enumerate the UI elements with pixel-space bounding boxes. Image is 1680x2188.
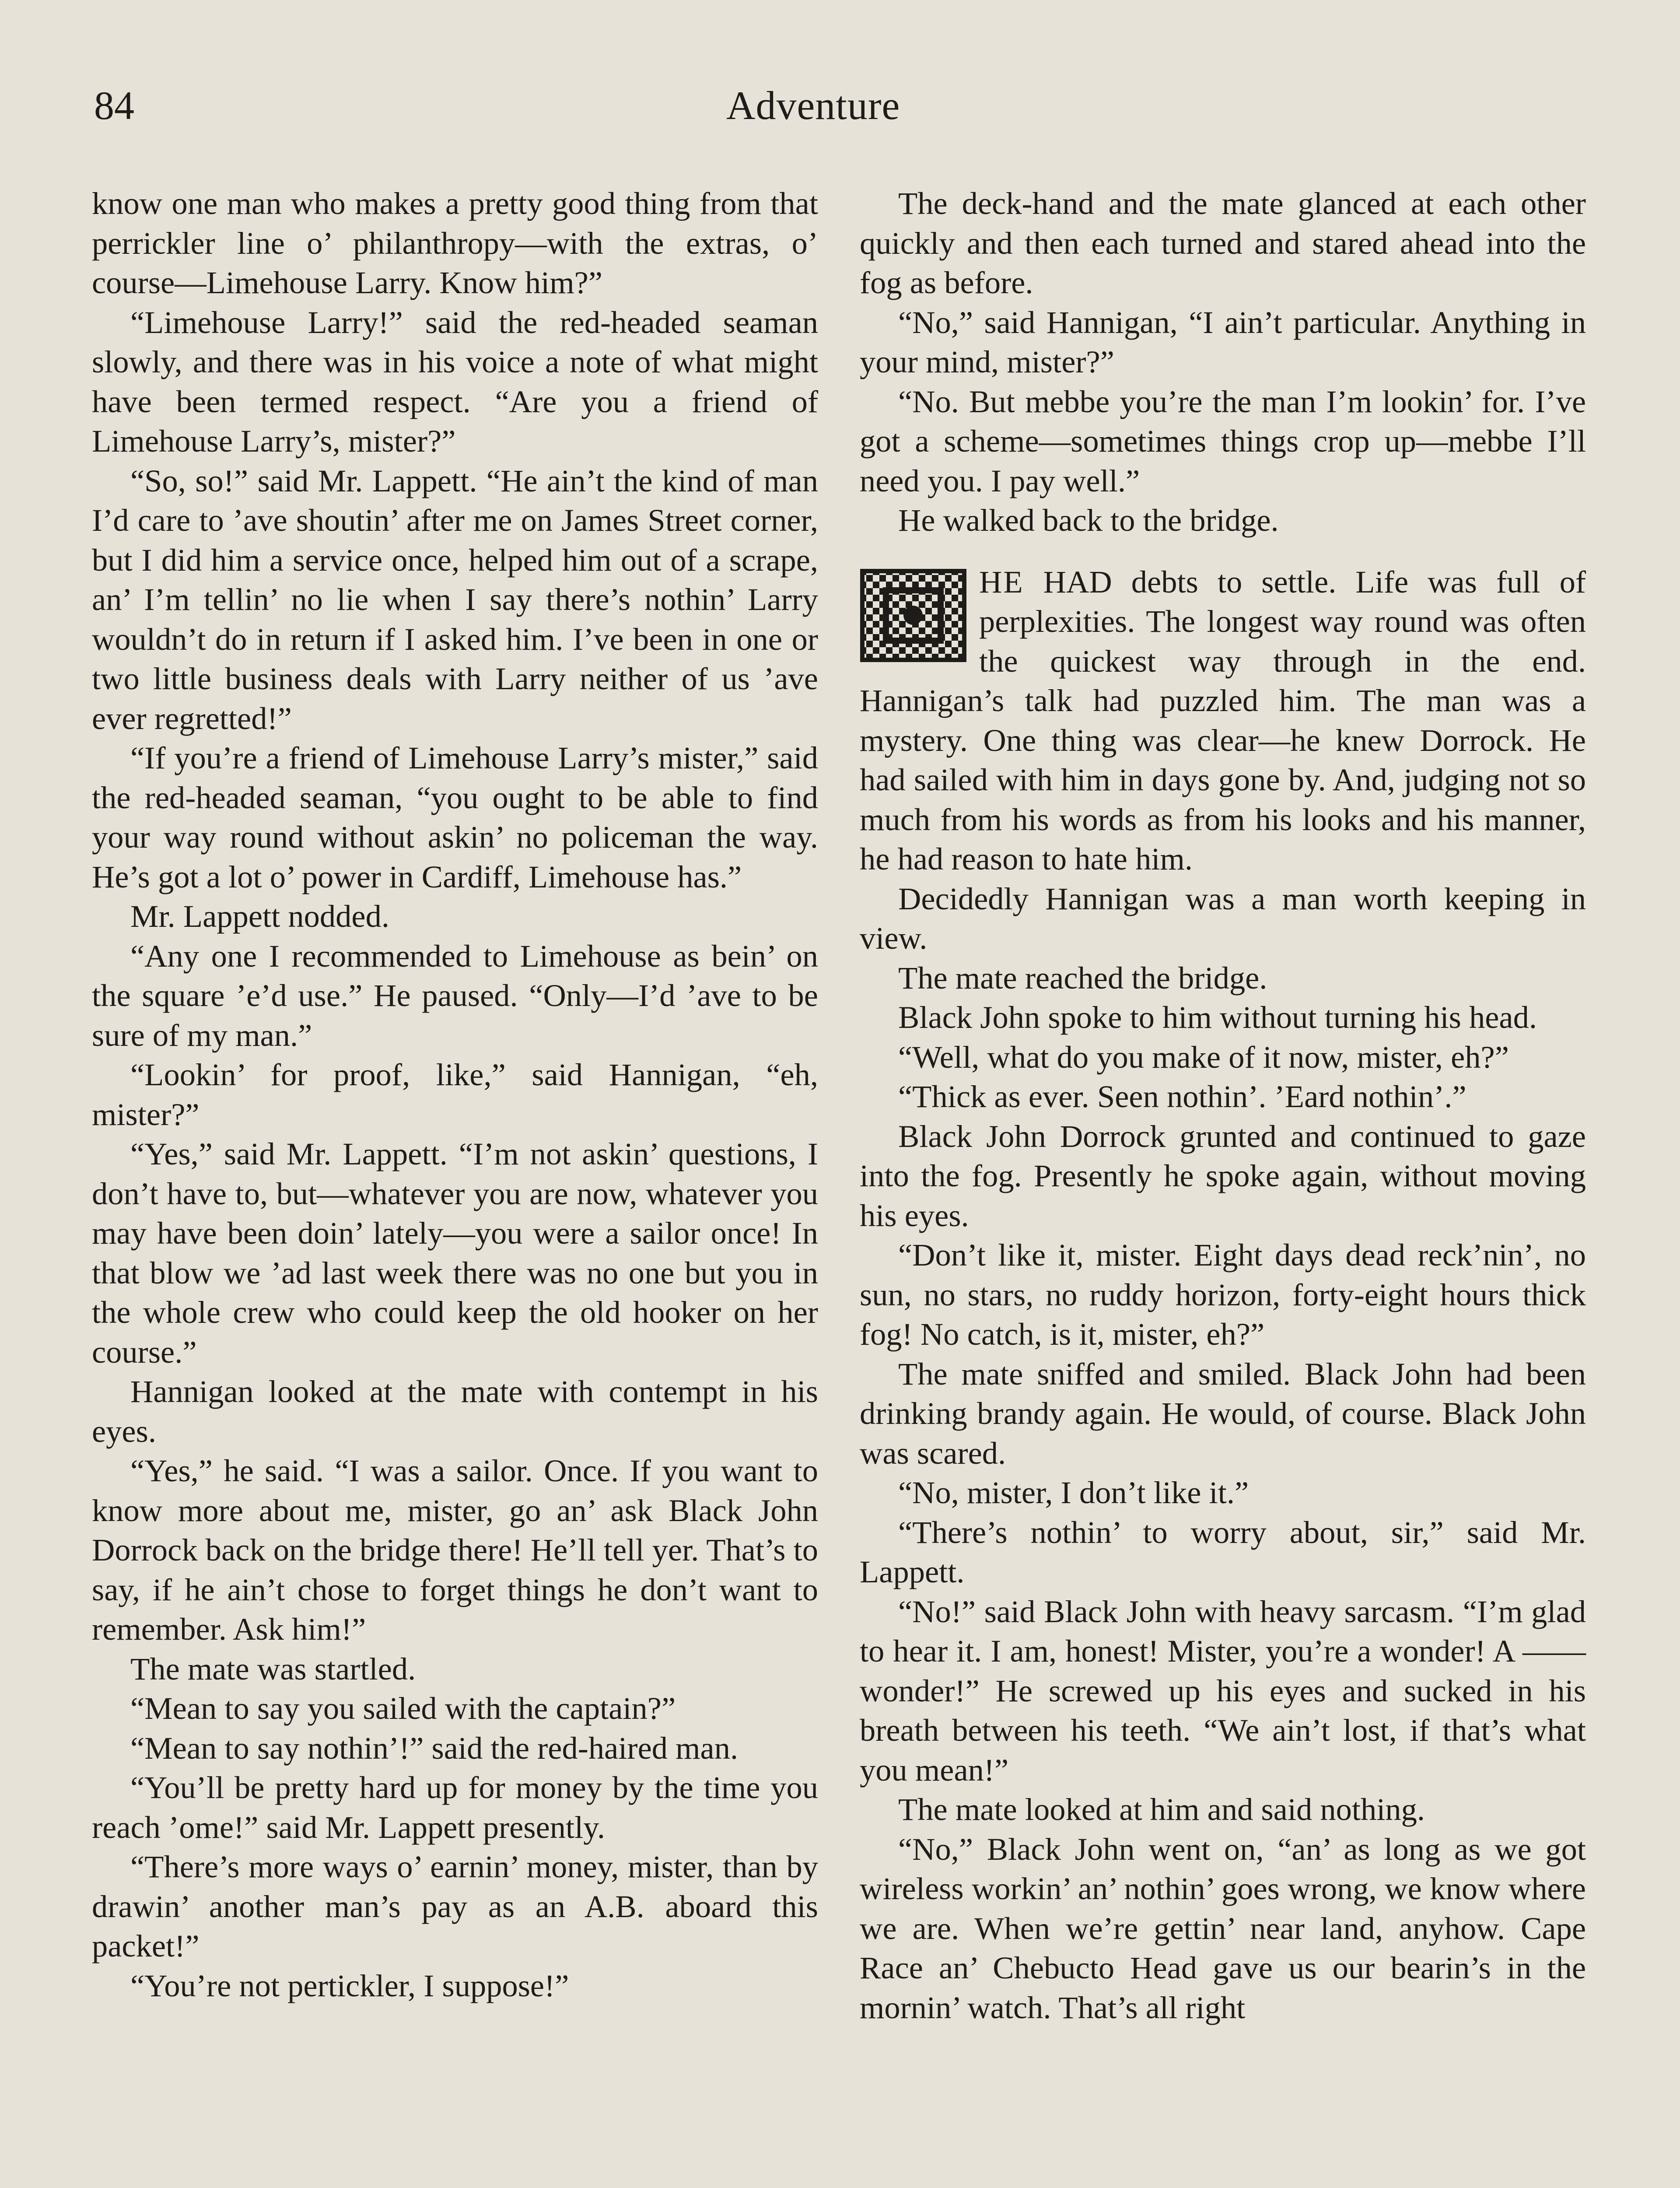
- paragraph: The mate looked at him and said nothing.: [898, 1792, 1425, 1827]
- paragraph: Black John spoke to him without turning his head.: [898, 999, 1537, 1035]
- paragraph: “No,” said Hannigan, “I ain’t particular. Anything in your mind, mister?”: [860, 304, 1586, 379]
- running-head: Adventure: [726, 83, 900, 128]
- paragraph: “Don’t like it, mister. Eight days dead reck’nin’, no sun, no stars, no ruddy horizon, forty-eight hours thick fog! No catch, is it, mister, eh?”: [860, 1237, 1586, 1352]
- paragraph: “Any one I recommended to Limehouse as bein’ on the square ’e’d use.” He paused. “Only—I’d ’ave to be sure of my man.”: [92, 938, 818, 1053]
- paragraph: “Mean to say nothin’!” said the red-haired man.: [130, 1730, 738, 1766]
- section-opening-paragraph: [860, 562, 1586, 879]
- paragraph: know one man who makes a pretty good thing from that perrickler line o’ philanthropy—with the extras, o’ course—Limehouse Larry. Know him?”: [92, 186, 818, 300]
- paragraph: The mate sniffed and smiled. Black John had been drinking brandy again. He would, of course. Black John was scared.: [860, 1356, 1586, 1471]
- paragraph: “There’s more ways o’ earnin’ money, mister, than by drawin’ another man’s pay as an A.B. aboard this packet!”: [92, 1849, 818, 1964]
- section-first-word: HE: [979, 564, 1024, 600]
- paragraph: Decidedly Hannigan was a man worth keeping in view.: [860, 880, 1586, 956]
- paragraph: “So, so!” said Mr. Lappett. “He ain’t the kind of man I’d care to ’ave shoutin’ after me on James Street corner, but I did him a service once, helped him out of a scrape, an’ I’m tellin’ no lie when I say there’s nothin’ Larry wouldn’t do in return if I asked him. I’ve been in one or two little business deals with Larry neither of us ’ave ever regretted!”: [92, 463, 818, 736]
- paragraph: “You’ll be pretty hard up for money by the time you reach ’ome!” said Mr. Lappett presently.: [92, 1770, 818, 1845]
- paragraph: “No,” Black John went on, “an’ as long as we got wireless workin’ an’ nothin’ goes wrong, we know where we are. When we’re gettin’ near land, anyhow. Cape Race an’ Chebucto Head gave us our bearin’s in the mornin’ watch. That’s all right: [860, 1831, 1586, 2025]
- ornamental-dropcap-icon: [860, 568, 967, 663]
- paragraph: “No, mister, I don’t like it.”: [898, 1475, 1249, 1510]
- paragraph: “Yes,” he said. “I was a sailor. Once. If you want to know more about me, mister, go an’ ask Black John Dorrock back on the bridge there! He’ll tell yer. That’s to say, if he ain’t chose to forget things he don’t want to remember. Ask him!”: [92, 1453, 818, 1647]
- paragraph: “Well, what do you make of it now, mister, eh?”: [898, 1039, 1509, 1075]
- paragraph: Mr. Lappett nodded.: [130, 898, 389, 934]
- paragraph: “No!” said Black John with heavy sarcasm. “I’m glad to hear it. I am, honest! Mister, you’re a wonder! A —— wonder!” He screwed up his eyes and sucked in his breath between his teeth. “We ain’t lost, if that’s what you mean!”: [860, 1593, 1586, 1788]
- paragraph: Black John Dorrock grunted and continued to gaze into the fog. Presently he spoke again, without moving his eyes.: [860, 1118, 1586, 1233]
- paragraph: “Lookin’ for proof, like,” said Hannigan, “eh, mister?”: [92, 1057, 818, 1132]
- paragraph: “There’s nothin’ to worry about, sir,” said Mr. Lappett.: [860, 1514, 1586, 1589]
- paragraph: “Mean to say you sailed with the captain?”: [130, 1690, 676, 1726]
- paragraph: The deck-hand and the mate glanced at each other quickly and then each turned and stared ahead into the fog as before.: [860, 186, 1586, 300]
- section-opening-text: HAD debts to settle. Life was full of perplexities. The longest way round was often the quickest way through in the end. Hannigan’s talk had puzzled him. The man was a mystery. One thing was clear—he knew Dorrock. He had sailed with him in days gone by. And, judging not so much from his words as from his looks and his manner, he had reason to hate him.: [860, 564, 1586, 877]
- left-column: [92, 184, 818, 2006]
- paragraph: “Yes,” said Mr. Lappett. “I’m not askin’ questions, I don’t have to, but—whatever you are now, whatever you may have been doin’ lately—you were a sailor once! In that blow we ’ad last week there was no one but you in the whole crew who could keep the old hooker on her course.”: [92, 1136, 818, 1370]
- paragraph: He walked back to the bridge.: [898, 502, 1279, 538]
- paragraph: “No. But mebbe you’re the man I’m lookin’ for. I’ve got a scheme—sometimes things crop up—mebbe I’ll need you. I pay well.”: [860, 383, 1586, 498]
- page-number: 84: [94, 83, 134, 128]
- paragraph: “Thick as ever. Seen nothin’. ’Eard nothin’.”: [898, 1079, 1466, 1114]
- paragraph: The mate was startled.: [130, 1651, 416, 1687]
- right-column: [860, 184, 1586, 2027]
- paragraph: “You’re not pertickler, I suppose!”: [130, 1967, 569, 2003]
- paragraph: “Limehouse Larry!” said the red-headed seaman slowly, and there was in his voice a note of what might have been termed respect. “Are you a friend of Limehouse Larry’s, mister?”: [92, 304, 818, 459]
- paragraph: “If you’re a friend of Limehouse Larry’s mister,” said the red-headed seaman, “you ought to be able to find your way round without askin’ no policeman the way. He’s got a lot o’ power in Cardiff, Limehouse has.”: [92, 740, 818, 894]
- paragraph: Hannigan looked at the mate with contempt in his eyes.: [92, 1374, 818, 1449]
- paragraph: The mate reached the bridge.: [898, 960, 1267, 996]
